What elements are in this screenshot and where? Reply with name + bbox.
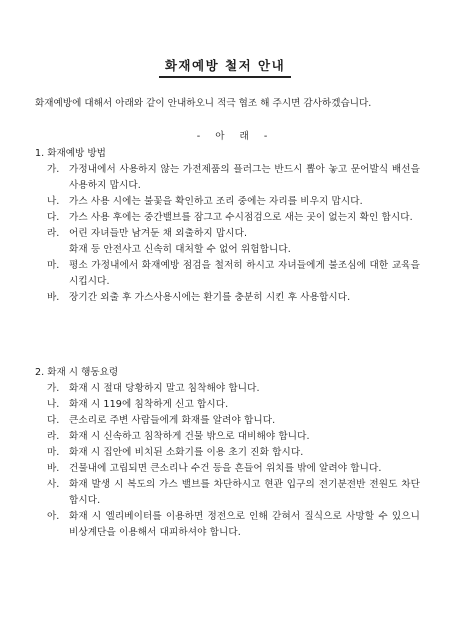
- section-fire-prevention: [35, 146, 420, 306]
- list-item: [47, 162, 420, 194]
- list-item: [47, 226, 420, 242]
- item-text: 어린 자녀들만 남겨둔 채 외출하지 맙시다.: [69, 228, 248, 239]
- list-item: [47, 429, 420, 445]
- list-item: [47, 194, 420, 210]
- item-marker: [47, 242, 69, 258]
- item-text: 화재 시 집안에 비치된 소화기를 이용 초기 진화 합시다.: [69, 447, 304, 458]
- list-item: [47, 509, 420, 541]
- item-marker: 사.: [47, 479, 60, 490]
- item-marker: 다.: [47, 415, 60, 426]
- item-text: 가스 사용 후에는 중간밸브를 잠그고 수시점검으로 새는 곳이 없는지 확인 합시다.: [69, 212, 413, 223]
- list-item: [47, 413, 420, 429]
- item-marker: 가.: [47, 383, 60, 394]
- item-marker: 바.: [47, 292, 60, 303]
- title-container: [0, 57, 450, 78]
- list-item: [47, 210, 420, 226]
- item-text: 큰소리로 주변 사람들에게 화재를 알려야 합니다.: [69, 415, 276, 426]
- list-item-continuation: [47, 242, 420, 258]
- section-title: 1. 화재예방 방법: [35, 148, 106, 159]
- item-marker: 라.: [47, 228, 60, 239]
- list-item: [47, 290, 420, 306]
- item-text: 건물내에 고립되면 큰소리나 수건 등을 흔들어 위치를 밖에 알려야 합니다.: [69, 463, 382, 474]
- center-note: - 아 래 -: [196, 131, 274, 142]
- item-marker: 나.: [47, 196, 60, 207]
- list-item: [47, 477, 420, 509]
- item-text: 장기간 외출 후 가스사용시에는 환기를 충분히 시킨 후 사용합시다.: [69, 292, 351, 303]
- list-item: [47, 445, 420, 461]
- item-marker: 마.: [47, 447, 60, 458]
- section-title: 2. 화재 시 행동요령: [35, 367, 119, 378]
- item-marker: 마.: [47, 260, 60, 271]
- item-marker: 다.: [47, 212, 60, 223]
- item-text: 화재 발생 시 복도의 가스 밸브를 차단하시고 현관 입구의 전기분전반 전원도 차단 합시다.: [69, 479, 420, 506]
- list-item: [47, 258, 420, 290]
- item-marker: 가.: [47, 164, 60, 175]
- item-text: 화재 등 안전사고 신속히 대처할 수 없어 위험합니다.: [69, 244, 291, 255]
- item-marker: 바.: [47, 463, 60, 474]
- list-item: [47, 397, 420, 413]
- document-title: 화재예방 철저 안내: [159, 57, 291, 78]
- intro-paragraph: 화재예방에 대해서 아래와 같이 안내하오니 적극 협조 해 주시면 감사하겠습니다.: [35, 98, 372, 109]
- item-text: 가정내에서 사용하지 않는 가전제품의 플러그는 반드시 뽑아 놓고 문어발식 배선을 사용하지 맙시다.: [69, 164, 420, 191]
- item-text: 화재 시 엘리베이터를 이용하면 정전으로 인해 갇혀서 질식으로 사망할 수 있으니 비상계단을 이용해서 대피하셔야 합니다.: [69, 511, 420, 538]
- item-text: 화재 시 119에 침착하게 신고 합시다.: [69, 399, 229, 410]
- item-marker: 아.: [47, 511, 60, 522]
- item-text: 화재 시 신속하고 침착하게 건물 밖으로 대비해야 합니다.: [69, 431, 310, 442]
- list-item: [47, 461, 420, 477]
- item-text: 가스 사용 시에는 불꽃을 확인하고 조리 중에는 자리를 비우지 맙시다.: [69, 196, 363, 207]
- section-fire-response: [35, 365, 420, 541]
- item-text: 화재 시 절대 당황하지 말고 침착해야 합니다.: [69, 383, 260, 394]
- item-text: 평소 가정내에서 화재예방 점검을 철저히 하시고 자녀들에게 불조심에 대한 교육을 시킵시다.: [69, 260, 420, 287]
- list-item: [47, 381, 420, 397]
- item-marker: 나.: [47, 399, 60, 410]
- item-marker: 라.: [47, 431, 60, 442]
